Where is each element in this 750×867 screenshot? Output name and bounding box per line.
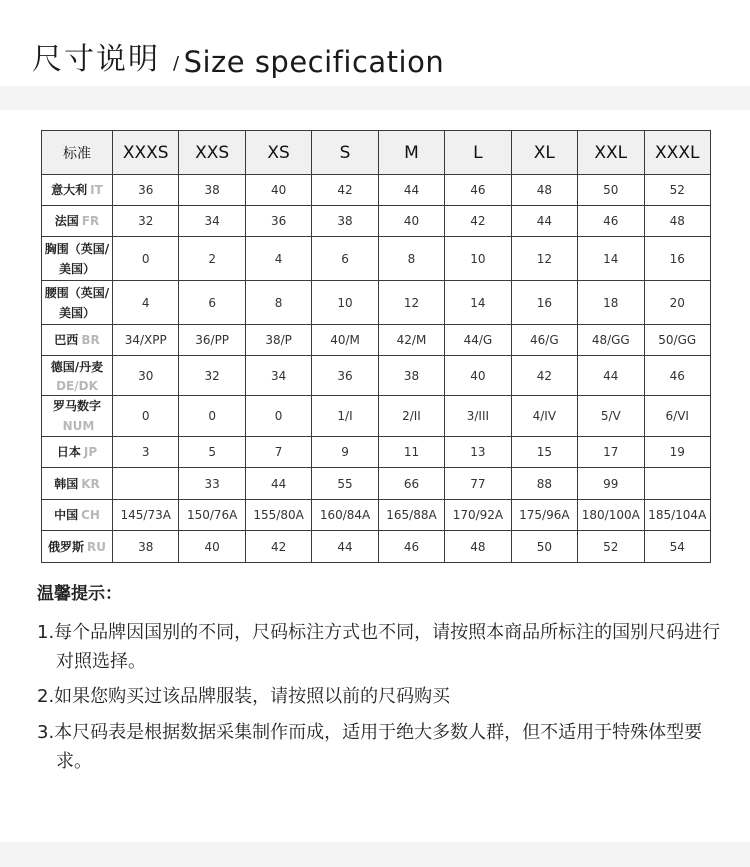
size-cell: 32 bbox=[113, 206, 179, 237]
row-label-text: 意大利 bbox=[51, 183, 88, 197]
size-col-header: L bbox=[445, 131, 511, 175]
size-cell: 16 bbox=[644, 237, 711, 281]
size-cell: 33 bbox=[179, 468, 245, 500]
size-cell: 40/M bbox=[312, 325, 378, 356]
row-label-text: 韩国 bbox=[54, 476, 79, 491]
size-col-header: XS bbox=[245, 131, 311, 175]
size-cell: 44 bbox=[312, 531, 378, 563]
row-label-code: BR bbox=[81, 333, 100, 347]
size-cell: 42 bbox=[511, 356, 577, 396]
size-col-header: M bbox=[378, 131, 444, 175]
page-title-cn: 尺寸说明 bbox=[32, 42, 160, 77]
size-cell: 165/88A bbox=[378, 500, 444, 531]
size-cell: 46 bbox=[644, 356, 711, 396]
row-label-text: 中国 bbox=[54, 508, 79, 522]
size-row bbox=[42, 468, 711, 500]
size-cell: 52 bbox=[644, 175, 711, 206]
size-cell: 19 bbox=[644, 437, 711, 468]
tips-section bbox=[37, 580, 721, 772]
size-cell: 48/GG bbox=[578, 325, 644, 356]
size-cell: 46 bbox=[578, 206, 644, 237]
tips-title: 温馨提示： bbox=[37, 584, 122, 604]
footer-band bbox=[0, 842, 750, 867]
size-cell: 36 bbox=[113, 175, 179, 206]
row-label-code: CH bbox=[81, 508, 100, 522]
size-cell: 180/100A bbox=[578, 500, 644, 531]
size-cell: 99 bbox=[578, 468, 644, 500]
size-cell: 38 bbox=[312, 206, 378, 237]
size-cell: 42/M bbox=[378, 325, 444, 356]
size-col-header: XXS bbox=[179, 131, 245, 175]
size-cell: 40 bbox=[378, 206, 444, 237]
size-cell: 50/GG bbox=[644, 325, 711, 356]
size-cell: 20 bbox=[644, 281, 711, 325]
size-cell: 32 bbox=[179, 356, 245, 396]
size-cell: 48 bbox=[445, 531, 511, 563]
size-cell: 15 bbox=[511, 437, 577, 468]
size-row bbox=[42, 206, 711, 237]
size-cell: 36 bbox=[245, 206, 311, 237]
size-cell: 14 bbox=[578, 237, 644, 281]
row-label bbox=[42, 325, 113, 356]
size-table-body bbox=[42, 175, 711, 563]
size-cell: 40 bbox=[245, 175, 311, 206]
row-label bbox=[42, 437, 113, 468]
size-cell: 8 bbox=[378, 237, 444, 281]
size-cell: 16 bbox=[511, 281, 577, 325]
size-cell: 46 bbox=[378, 531, 444, 563]
size-cell: 2/II bbox=[378, 396, 444, 437]
size-cell: 2 bbox=[179, 237, 245, 281]
corner-label: 标准 bbox=[42, 131, 113, 175]
size-cell: 1/I bbox=[312, 396, 378, 437]
size-cell: 185/104A bbox=[644, 500, 711, 531]
size-table bbox=[41, 130, 711, 563]
size-row bbox=[42, 437, 711, 468]
size-cell: 10 bbox=[445, 237, 511, 281]
size-cell: 88 bbox=[511, 468, 577, 500]
size-cell: 18 bbox=[578, 281, 644, 325]
size-cell: 11 bbox=[378, 437, 444, 468]
row-label-code: KR bbox=[81, 476, 100, 491]
size-cell: 9 bbox=[312, 437, 378, 468]
row-label-code: NUM bbox=[62, 419, 95, 433]
size-cell: 44 bbox=[578, 356, 644, 396]
size-cell: 4 bbox=[113, 281, 179, 325]
size-cell: 6 bbox=[179, 281, 245, 325]
row-label-text: 俄罗斯 bbox=[48, 539, 85, 554]
size-cell: 5 bbox=[179, 437, 245, 468]
size-cell: 145/73A bbox=[113, 500, 179, 531]
row-label-text: 法国 bbox=[54, 214, 79, 228]
row-label bbox=[42, 468, 113, 500]
size-row bbox=[42, 396, 711, 437]
size-cell: 6/VI bbox=[644, 396, 711, 437]
row-label-code: RU bbox=[87, 539, 106, 554]
row-label bbox=[42, 500, 113, 531]
size-row bbox=[42, 531, 711, 563]
size-cell: 14 bbox=[445, 281, 511, 325]
row-label-text: 罗马数字 bbox=[52, 399, 101, 413]
size-cell bbox=[113, 468, 179, 500]
size-cell: 44/G bbox=[445, 325, 511, 356]
size-cell: 34/XPP bbox=[113, 325, 179, 356]
size-cell: 12 bbox=[511, 237, 577, 281]
size-col-header: XXXS bbox=[113, 131, 179, 175]
divider-band bbox=[0, 86, 750, 110]
size-cell: 0 bbox=[113, 237, 179, 281]
page-title-en-text: Size specification bbox=[183, 45, 445, 79]
row-label bbox=[42, 281, 113, 325]
size-table-header-row bbox=[42, 131, 711, 175]
size-cell bbox=[644, 468, 711, 500]
size-cell: 0 bbox=[245, 396, 311, 437]
size-row bbox=[42, 281, 711, 325]
row-label-text: 胸围（英国/美国） bbox=[44, 241, 110, 276]
size-cell: 40 bbox=[179, 531, 245, 563]
row-label bbox=[42, 175, 113, 206]
size-cell: 50 bbox=[578, 175, 644, 206]
size-cell: 4/IV bbox=[511, 396, 577, 437]
size-cell: 34 bbox=[245, 356, 311, 396]
tip-item: 1.每个品牌因国别的不同，尺码标注方式也不同，请按照本商品所标注的国别尺码进行对照选择。 bbox=[37, 622, 721, 672]
size-cell: 42 bbox=[312, 175, 378, 206]
row-label bbox=[42, 356, 113, 396]
size-row bbox=[42, 356, 711, 396]
row-label bbox=[42, 396, 113, 437]
size-cell: 4 bbox=[245, 237, 311, 281]
size-cell: 40 bbox=[445, 356, 511, 396]
size-cell: 44 bbox=[245, 468, 311, 500]
row-label-code: IT bbox=[90, 183, 103, 197]
size-cell: 77 bbox=[445, 468, 511, 500]
size-cell: 5/V bbox=[578, 396, 644, 437]
row-label-code: FR bbox=[81, 214, 100, 228]
size-cell: 44 bbox=[511, 206, 577, 237]
size-cell: 55 bbox=[312, 468, 378, 500]
size-row bbox=[42, 325, 711, 356]
size-cell: 52 bbox=[578, 531, 644, 563]
size-cell: 13 bbox=[445, 437, 511, 468]
size-col-header: XL bbox=[511, 131, 577, 175]
row-label-code: DE/DK bbox=[56, 378, 98, 393]
size-cell: 0 bbox=[113, 396, 179, 437]
size-cell: 38 bbox=[179, 175, 245, 206]
size-cell: 36 bbox=[312, 356, 378, 396]
tip-item: 2.如果您购买过该品牌服装，请按照以前的尺码购买 bbox=[37, 686, 451, 707]
size-cell: 48 bbox=[644, 206, 711, 237]
size-cell: 17 bbox=[578, 437, 644, 468]
title-separator: / bbox=[173, 53, 180, 74]
size-cell: 46 bbox=[445, 175, 511, 206]
size-cell: 8 bbox=[245, 281, 311, 325]
size-cell: 50 bbox=[511, 531, 577, 563]
size-cell: 0 bbox=[179, 396, 245, 437]
page-title-en bbox=[173, 44, 444, 82]
size-cell: 6 bbox=[312, 237, 378, 281]
size-cell: 42 bbox=[445, 206, 511, 237]
size-row bbox=[42, 500, 711, 531]
size-cell: 46/G bbox=[511, 325, 577, 356]
row-label-text: 德国/丹麦 bbox=[50, 359, 104, 374]
size-cell: 38 bbox=[378, 356, 444, 396]
size-cell: 160/84A bbox=[312, 500, 378, 531]
row-label bbox=[42, 206, 113, 237]
size-cell: 155/80A bbox=[245, 500, 311, 531]
row-label-text: 巴西 bbox=[54, 333, 79, 347]
size-cell: 44 bbox=[378, 175, 444, 206]
header bbox=[0, 0, 750, 86]
row-label bbox=[42, 237, 113, 281]
row-label bbox=[42, 531, 113, 563]
row-label-code: JP bbox=[83, 445, 98, 459]
size-cell: 66 bbox=[378, 468, 444, 500]
size-cell: 175/96A bbox=[511, 500, 577, 531]
size-cell: 36/PP bbox=[179, 325, 245, 356]
size-cell: 54 bbox=[644, 531, 711, 563]
row-label-text: 日本 bbox=[56, 445, 81, 459]
size-cell: 10 bbox=[312, 281, 378, 325]
size-col-header: XXXL bbox=[644, 131, 711, 175]
size-cell: 150/76A bbox=[179, 500, 245, 531]
size-row bbox=[42, 175, 711, 206]
size-col-header: XXL bbox=[578, 131, 644, 175]
size-cell: 30 bbox=[113, 356, 179, 396]
size-cell: 38/P bbox=[245, 325, 311, 356]
size-cell: 3/III bbox=[445, 396, 511, 437]
size-row bbox=[42, 237, 711, 281]
size-col-header: S bbox=[312, 131, 378, 175]
size-cell: 7 bbox=[245, 437, 311, 468]
tip-item: 3.本尺码表是根据数据采集制作而成，适用于绝大多数人群，但不适用于特殊体型要求。 bbox=[37, 722, 703, 772]
size-cell: 12 bbox=[378, 281, 444, 325]
row-label-text: 腰围（英国/美国） bbox=[44, 285, 110, 320]
size-cell: 48 bbox=[511, 175, 577, 206]
size-cell: 34 bbox=[179, 206, 245, 237]
size-cell: 42 bbox=[245, 531, 311, 563]
size-cell: 38 bbox=[113, 531, 179, 563]
size-cell: 170/92A bbox=[445, 500, 511, 531]
size-cell: 3 bbox=[113, 437, 179, 468]
